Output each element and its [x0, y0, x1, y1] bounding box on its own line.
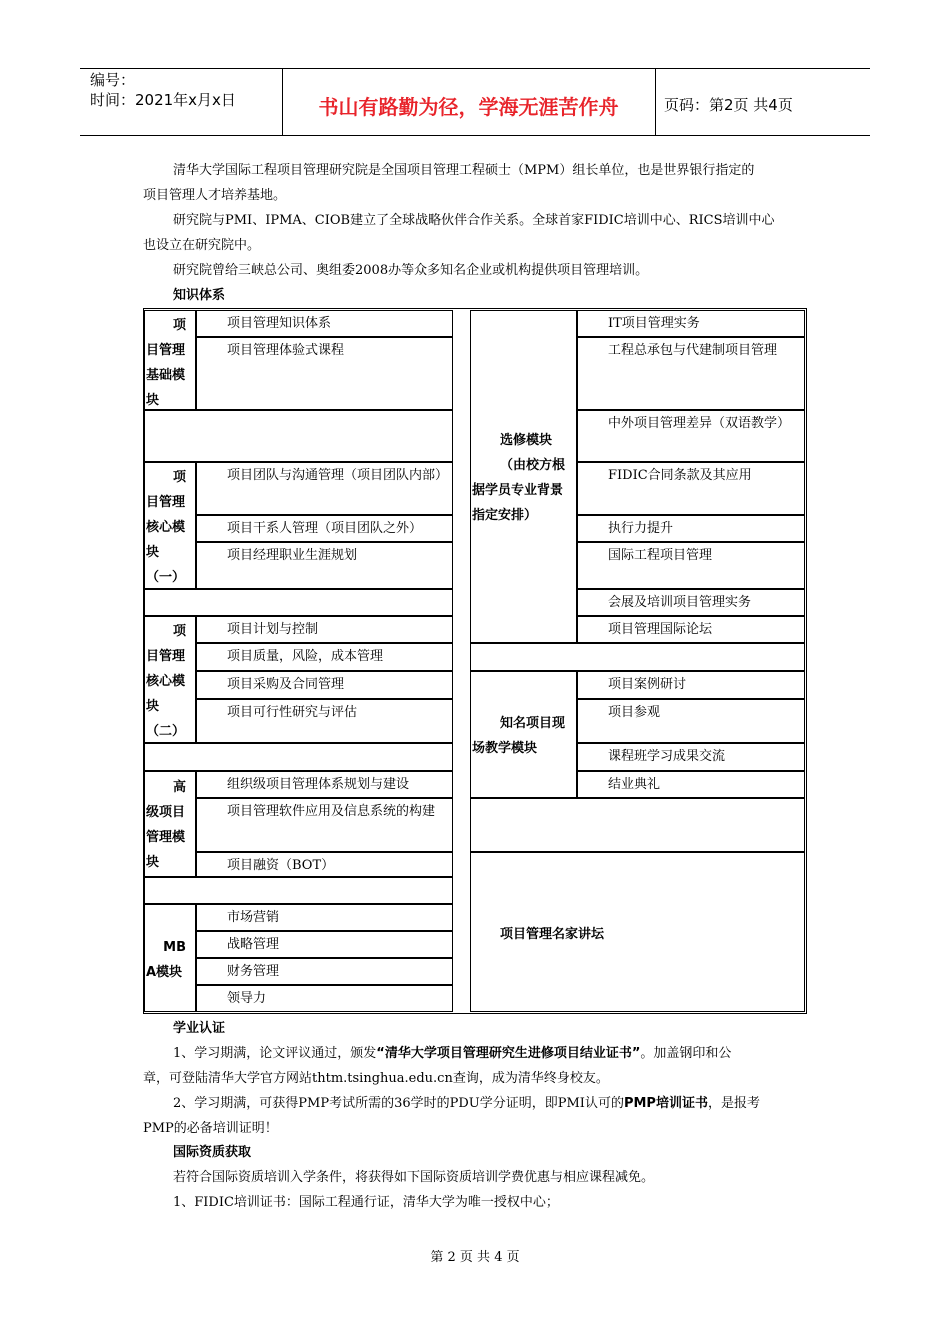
international-heading: 国际资质获取: [173, 1145, 252, 1160]
spacer-row-2: [144, 589, 453, 616]
core1-item-2: 项目干系人管理（项目团队之外）: [196, 515, 453, 542]
cert-p2-bold: PMP培训证书: [623, 1096, 708, 1111]
advanced-label-part3: 管理模: [146, 830, 186, 845]
core1-label-part3: 核心模: [146, 520, 186, 535]
core2-module-label: [146, 619, 194, 744]
spacer-row-3: [144, 743, 453, 771]
elective-item-6: 国际工程项目管理: [577, 542, 805, 589]
certification-p1-line1: [173, 1041, 731, 1066]
certification-p2-line1: [173, 1091, 760, 1116]
elective-item-1: IT项目管理实务: [577, 310, 805, 337]
mba-label-part2: A模块: [146, 965, 183, 980]
basic-label-part1: 项: [172, 318, 186, 333]
elective-label-part1: 选修模块: [500, 433, 553, 448]
certification-p2-line2: PMP的必备培训证明！: [143, 1121, 278, 1136]
basic-item-1: 项目管理知识体系: [196, 310, 453, 337]
header-page-label: 页码：第2页 共4页: [664, 96, 793, 114]
header-bottom-rule: [80, 135, 870, 136]
core2-label-part5: （二）: [146, 724, 186, 739]
core1-label-part1: 项: [172, 470, 186, 485]
cert-p2-part-a: 2、学习期满，可获得PMP考试所需的36学时的PDU学分证明，即PMI认可的: [173, 1096, 624, 1111]
international-p2: 1、FIDIC培训证书：国际工程通行证，清华大学为唯一授权中心；: [173, 1195, 559, 1210]
mba-item-4: 领导力: [196, 985, 453, 1012]
mba-label-part1: MB: [163, 940, 186, 955]
elective-item-4: FIDIC合同条款及其应用: [577, 462, 805, 515]
onsite-item-4: 结业典礼: [577, 771, 805, 798]
basic-label-part2: 目管理: [146, 343, 186, 358]
elective-label-part4: 指定安排）: [472, 508, 538, 523]
core2-item-1: 项目计划与控制: [196, 616, 453, 643]
cert-p1-part-a: 1、学习期满，论文评议通过，颁发: [173, 1046, 377, 1061]
core1-label-part4: 块: [146, 545, 160, 560]
advanced-item-2: 项目管理软件应用及信息系统的构建: [196, 798, 453, 852]
elective-label-part2: （由校方根: [500, 458, 566, 473]
onsite-item-3: 课程班学习成果交流: [577, 743, 805, 771]
core1-label-part5: （一）: [146, 570, 186, 585]
elective-module-label: [472, 428, 576, 528]
intro-p3-line1: 研究院曾给三峡总公司、奥组委2008办等众多知名企业或机构提供项目管理培训。: [173, 263, 649, 278]
cert-p1-bold: “清华大学项目管理研究生进修项目结业证书”: [376, 1046, 641, 1061]
onsite-item-1: 项目案例研讨: [577, 671, 805, 699]
spacer-row-4: [144, 877, 453, 904]
intro-p2-line1: 研究院与PMI、IPMA、CIOB建立了全球战略伙伴合作关系。全球首家FIDIC培训中心、RICS培训中心: [173, 213, 775, 228]
knowledge-heading: 知识体系: [173, 288, 226, 303]
spacer-row-1: [144, 410, 453, 462]
mba-item-2: 战略管理: [196, 931, 453, 958]
advanced-item-3: 项目融资（BOT）: [196, 852, 453, 877]
core1-label-part2: 目管理: [146, 495, 186, 510]
elective-item-3: 中外项目管理差异（双语教学）: [577, 410, 805, 462]
elective-item-8: 项目管理国际论坛: [577, 616, 805, 643]
onsite-label-part1: 知名项目现: [500, 716, 566, 731]
intro-p1-line1: 清华大学国际工程项目管理研究院是全国项目管理工程硕士（MPM）组长单位，也是世界银行指定的: [173, 163, 755, 178]
certification-heading: 学业认证: [173, 1021, 226, 1036]
intro-p1-line2: 项目管理人才培养基地。: [143, 188, 287, 203]
core2-item-4: 项目可行性研究与评估: [196, 699, 453, 743]
right-spacer-row-2: [470, 798, 805, 852]
basic-module-label: [146, 313, 194, 413]
core1-module-label: [146, 465, 194, 590]
cert-p2-part-b: ，是报考: [707, 1096, 760, 1111]
onsite-label-part2: 场教学模块: [472, 741, 538, 756]
footer-page-number: 第 2 页 共 4 页: [430, 1250, 520, 1265]
core2-label-part2: 目管理: [146, 649, 186, 664]
elective-label-part3: 据学员专业背景: [472, 483, 564, 498]
core2-item-2: 项目质量，风险，成本管理: [196, 643, 453, 671]
basic-item-2: 项目管理体验式课程: [196, 337, 453, 410]
advanced-label-part2: 级项目: [146, 805, 186, 820]
mba-item-3: 财务管理: [196, 958, 453, 985]
header-time: 时间：2021年x月x日: [90, 91, 236, 109]
onsite-item-2: 项目参观: [577, 699, 805, 743]
basic-label-part3: 基础模: [146, 368, 186, 383]
core1-item-1: 项目团队与沟通管理（项目团队内部）: [196, 462, 453, 515]
cert-p1-part-b: 。加盖钢印和公: [640, 1046, 732, 1061]
header-divider-right: [655, 68, 656, 136]
mba-item-1: 市场营销: [196, 904, 453, 931]
advanced-module-label: [146, 775, 194, 875]
core2-item-3: 项目采购及合同管理: [196, 671, 453, 699]
mba-module-label: [146, 935, 194, 985]
elective-item-5: 执行力提升: [577, 515, 805, 542]
advanced-label-part4: 块: [146, 855, 160, 870]
elective-item-7: 会展及培训项目管理实务: [577, 589, 805, 616]
core1-item-3: 项目经理职业生涯规划: [196, 542, 453, 589]
international-p1: 若符合国际资质培训入学条件，将获得如下国际资质培训学费优惠与相应课程减免。: [173, 1170, 655, 1185]
elective-item-2: 工程总承包与代建制项目管理: [577, 337, 805, 410]
basic-label-part4: 块: [146, 393, 160, 408]
core2-label-part3: 核心模: [146, 674, 186, 689]
core2-label-part1: 项: [172, 624, 186, 639]
intro-p2-line2: 也设立在研究院中。: [143, 238, 261, 253]
advanced-label-part1: 高: [172, 780, 186, 795]
advanced-item-1: 组织级项目管理体系规划与建设: [196, 771, 453, 798]
header-top-rule: [80, 68, 870, 69]
right-spacer-row-1: [470, 643, 805, 671]
onsite-module-label: [472, 711, 576, 761]
certification-p1-line2: 章，可登陆清华大学官方网站thtm.tsinghua.edu.cn查询，成为清华终身校友。: [143, 1071, 609, 1086]
core2-label-part4: 块: [146, 699, 160, 714]
forum-label: 项目管理名家讲坛: [500, 927, 605, 942]
header-number: 编号：: [90, 71, 136, 89]
header-slogan: 书山有路勤为径，学海无涯苦作舟: [318, 95, 619, 119]
